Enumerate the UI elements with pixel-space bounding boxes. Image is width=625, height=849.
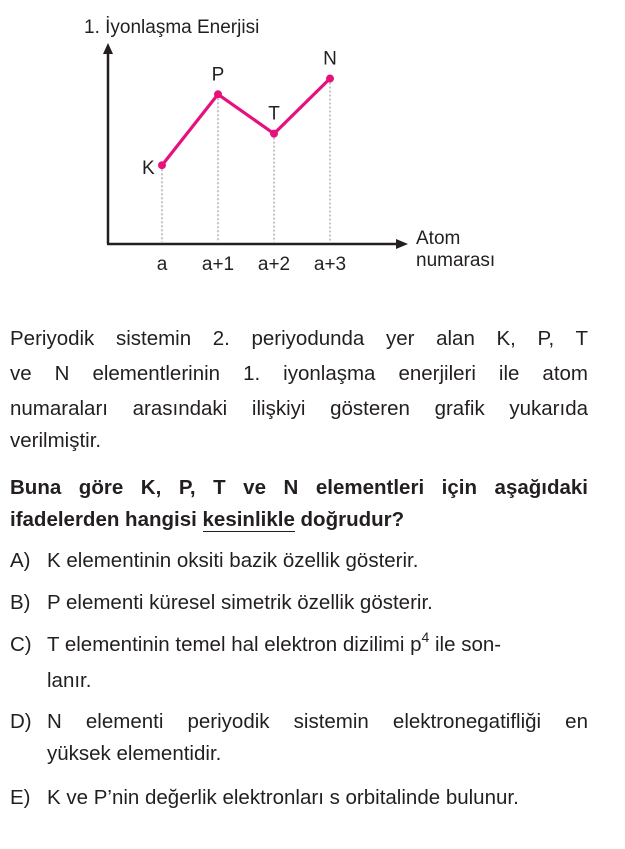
x-tick-label: a+1: [201, 254, 235, 275]
option-text: P elementi küresel simetrik özellik gösterir.: [47, 591, 433, 614]
point-label-t: T: [268, 103, 280, 125]
option-text: K ve P’nin değerlik elektronları s orbitalinde bulunur.: [47, 786, 519, 809]
option-text: T elementinin temel hal elektron dizilimi p: [47, 633, 422, 656]
prompt-line-1: Buna göre K, P, T ve N elementleri için aşağıdaki: [10, 476, 588, 499]
prompt-post: doğrudur?: [294, 508, 405, 531]
data-point-t: [270, 130, 278, 138]
option-c-continuation: lanır.: [47, 669, 92, 692]
data-point-p: [214, 90, 222, 98]
point-label-n: N: [323, 48, 337, 70]
x-axis-label-line2: numarası: [416, 250, 496, 271]
option-text: K elementinin oksiti bazik özellik gösterir.: [47, 549, 419, 572]
prompt-emphasis: kesinlikle: [202, 508, 295, 531]
series-line: [162, 79, 330, 166]
option-letter: E): [10, 786, 31, 809]
option-letter: D): [10, 710, 32, 733]
stem-line-1: Periyodik sistemin 2. periyodunda yer alan K, P, T: [10, 327, 588, 350]
ionization-energy-chart: [0, 0, 625, 290]
y-axis-label: 1. İyonlaşma Enerjisi: [84, 17, 260, 38]
option-letter: A): [10, 549, 31, 572]
x-axis-arrow: [396, 239, 408, 249]
option-letter: C): [10, 633, 32, 656]
stem-line-2: ve N elementlerinin 1. iyonlaşma enerjileri ile atom: [10, 362, 588, 385]
option-letter: B): [10, 591, 31, 614]
option-text-post: ile son-: [429, 633, 502, 656]
y-axis-arrow: [103, 43, 113, 54]
option-b[interactable]: [10, 586, 433, 619]
option-e[interactable]: [10, 781, 519, 814]
option-c[interactable]: [10, 628, 588, 661]
data-point-n: [326, 75, 334, 83]
x-axis-label-line1: Atom: [416, 228, 461, 249]
stem-line-3: numaraları arasındaki ilişkiyi gösteren grafik yukarıda: [10, 397, 588, 420]
prompt-pre: ifadelerden hangisi: [10, 508, 203, 531]
option-a[interactable]: [10, 544, 418, 577]
option-text: N elementi periyodik sistemin elektronegatifliği en: [47, 710, 588, 733]
x-tick-label: a+3: [313, 254, 347, 275]
x-tick-label: a+2: [257, 254, 291, 275]
point-label-p: P: [211, 64, 225, 86]
x-tick-label: a: [156, 254, 168, 275]
stem-line-4: verilmiştir.: [10, 429, 102, 452]
option-d-continuation: yüksek elementidir.: [47, 742, 222, 765]
prompt-line-2: [10, 503, 588, 536]
superscript: 4: [421, 629, 430, 645]
option-d[interactable]: [10, 705, 588, 738]
data-point-k: [158, 161, 166, 169]
point-label-k: K: [142, 158, 155, 180]
